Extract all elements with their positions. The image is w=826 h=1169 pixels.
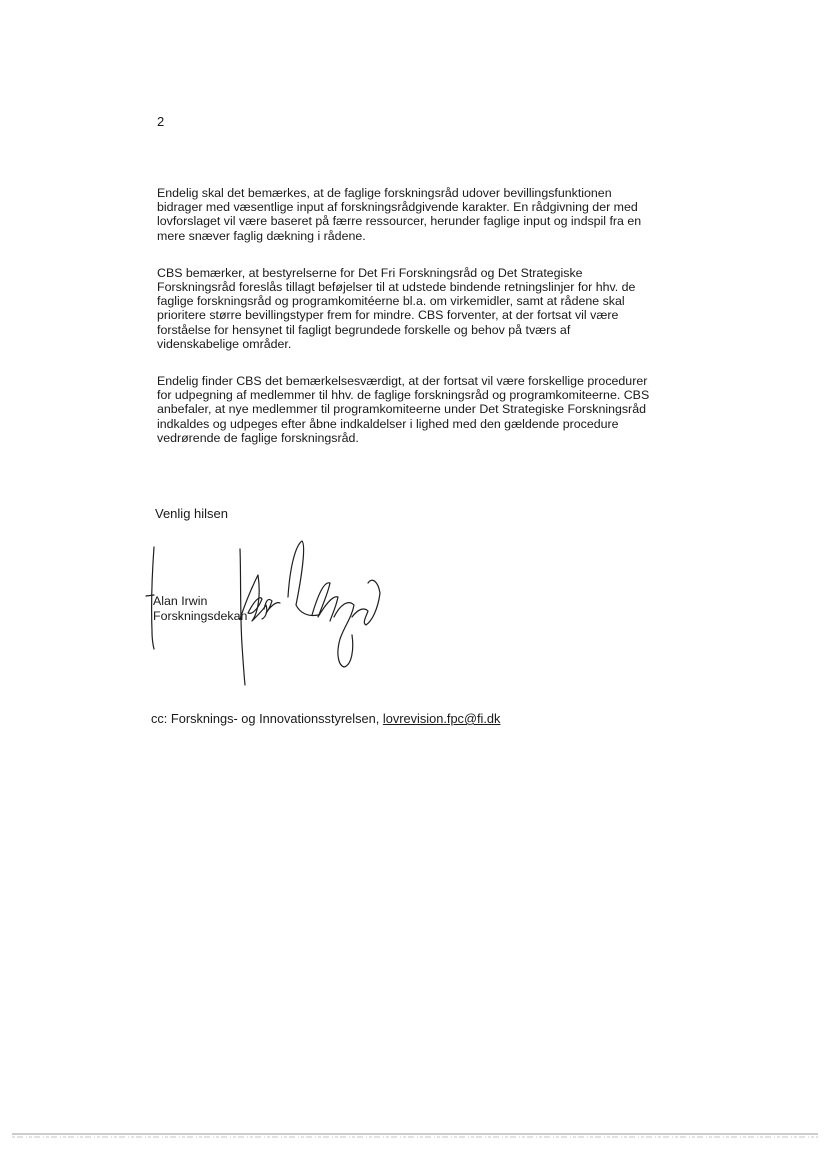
closing-greeting: Venlig hilsen	[155, 506, 228, 521]
cc-email-link[interactable]: lovrevision.fpc@fi.dk	[382, 711, 501, 726]
paragraph-2: CBS bemærker, at bestyrelserne for Det Fri Forskningsråd og Det Strategiske Forskningsråd foreslås tillagt beføjelser til at udstede bindende retningslinjer for hhv. de faglige forskningsråd og programkomitéerne bl.a. om virkemidler, samt at rådene skal prioritere større bevillingstyper frem for mindre. CBS forventer, at der fortsat vil være forståelse for hensynet til fagligt begrundede forskelle og behov på tværs af videnskabelige områder.	[157, 265, 636, 351]
signer-title: Forskningsdekan	[153, 609, 248, 623]
letter-body	[157, 186, 652, 468]
signer-block	[153, 594, 247, 624]
cc-recipient: cc: Forsknings- og Innovationsstyrelsen,	[151, 711, 383, 726]
scan-edge-artifact	[12, 1133, 818, 1139]
page-number: 2	[157, 114, 165, 129]
signer-name: Alan Irwin	[153, 594, 208, 608]
paragraph-3: Endelig finder CBS det bemærkelsesværdigt, at der fortsat vil være forskellige procedurer for udpegning af medlemmer til hhv. de faglige forskningsråd og programkomiteerne. CBS anbefaler, at nye medlemmer til programkomiteerne under Det Strategiske Forskningsråd indkaldes og udpeges efter åbne indkaldelser i lighed med den gældende procedure vedrørende de faglige forskningsråd.	[157, 374, 650, 445]
cc-line	[151, 711, 500, 726]
paragraph-1: Endelig skal det bemærkes, at de faglige forskningsråd udover bevillingsfunktionen bidrager med væsentlige input af forskningsrådgivende karakter. En rådgivning der med lovforslaget vil være baseret på færre ressourcer, herunder faglige input og indspil fra en mere snæver faglig dækning i rådene.	[157, 186, 642, 243]
